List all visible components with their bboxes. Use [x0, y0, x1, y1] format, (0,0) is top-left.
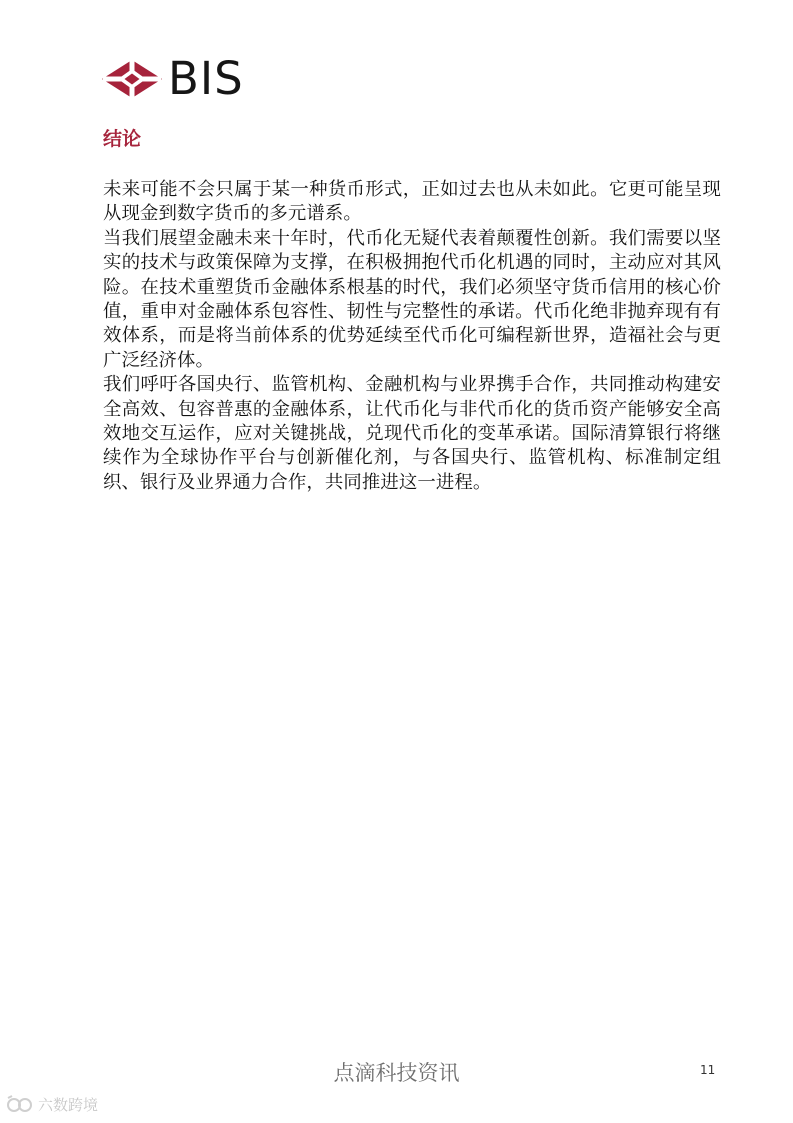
footer-source-label: 点滴科技资讯: [333, 1061, 460, 1085]
paragraph: 当我们展望金融未来十年时，代币化无疑代表着颠覆性创新。我们需要以坚实的技术与政策保障为支撑，在积极拥抱代币化机遇的同时，主动应对其风险。在技术重塑货币金融体系根基的时代，我们必须坚守货币信用的核心价值，重申对金融体系包容性、韧性与完整性的承诺。代币化绝非抛弃现有有效体系，而是将当前体系的优势延续至代币化可编程新世界，造福社会与更广泛经济体。: [103, 227, 721, 371]
page-number: 11: [700, 1063, 716, 1077]
watermark-text: 六数跨境: [38, 1096, 99, 1114]
section-heading: 结论: [103, 128, 142, 150]
watermark-logo-icon: [6, 1094, 34, 1116]
bis-logo: [101, 52, 244, 105]
paragraph: 我们呼吁各国央行、监管机构、金融机构与业界携手合作，共同推动构建安全高效、包容普惠的金融体系，让代币化与非代币化的货币资产能够安全高效地交互运作，应对关键挑战，兑现代币化的变革承诺。国际清算银行将继续作为全球协作平台与创新催化剂，与各国央行、监管机构、标准制定组织、银行及业界通力合作，共同推进这一进程。: [103, 374, 721, 493]
bis-logo-icon: [101, 59, 163, 99]
logo-text: BIS: [168, 52, 244, 105]
paragraph: 未来可能不会只属于某一种货币形式，正如过去也从未如此。它更可能呈现从现金到数字货币的多元谱系。: [103, 179, 721, 225]
watermark: [6, 1094, 98, 1116]
body-text: [103, 178, 721, 495]
